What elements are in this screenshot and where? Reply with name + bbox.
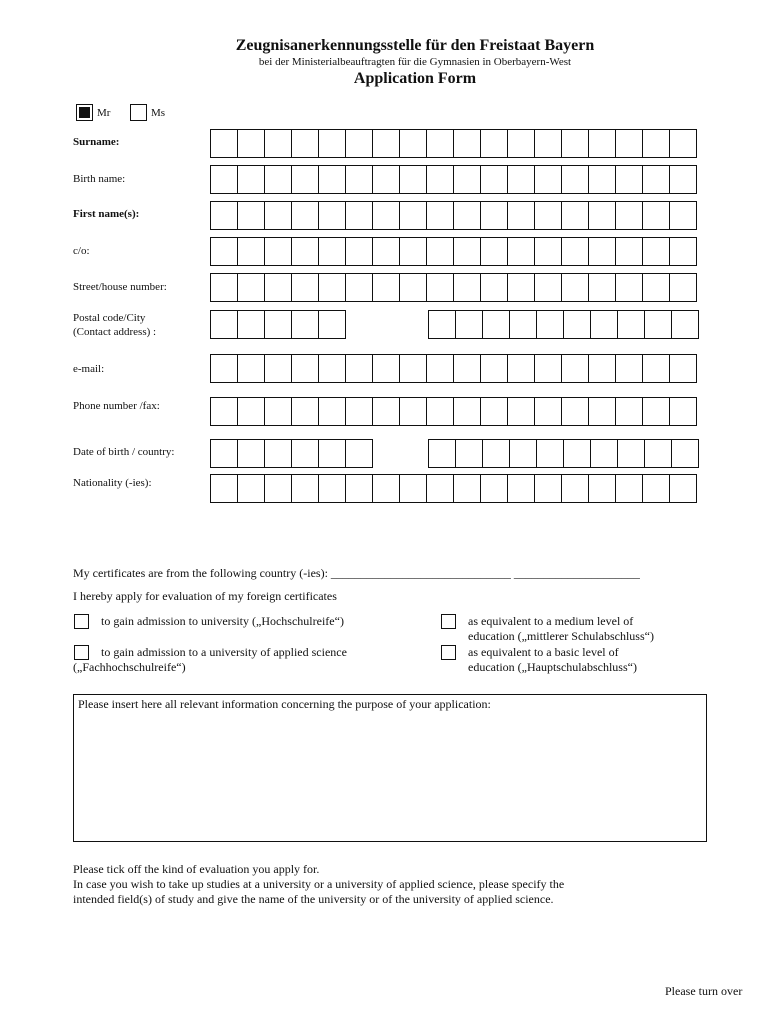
char-box[interactable] [643,129,670,158]
char-box[interactable] [670,354,697,383]
char-box[interactable] [292,201,319,230]
char-box[interactable] [238,273,265,302]
char-box[interactable] [211,129,238,158]
email-boxes[interactable] [210,354,697,383]
char-box[interactable] [346,129,373,158]
char-box[interactable] [292,273,319,302]
char-box[interactable] [643,201,670,230]
note-line2: In case you wish to take up studies at a university or a university of applied science, please specify the [73,877,565,891]
char-box[interactable] [535,237,562,266]
char-box[interactable] [292,354,319,383]
char-box[interactable] [346,237,373,266]
char-box[interactable] [589,129,616,158]
char-box[interactable] [292,165,319,194]
char-box[interactable] [508,397,535,426]
char-box[interactable] [456,310,483,339]
university-checkbox[interactable] [74,614,89,629]
char-box[interactable] [238,397,265,426]
char-box[interactable] [454,129,481,158]
char-box[interactable] [346,354,373,383]
char-box[interactable] [400,237,427,266]
char-box[interactable] [265,165,292,194]
country-of-birth-boxes[interactable] [428,439,699,468]
char-box[interactable] [211,354,238,383]
birth-name-label: Birth name: [73,173,126,185]
char-box[interactable] [238,129,265,158]
char-box[interactable] [481,273,508,302]
char-box[interactable] [535,165,562,194]
char-box[interactable] [562,474,589,503]
char-box[interactable] [265,354,292,383]
char-box[interactable] [508,201,535,230]
char-box[interactable] [238,310,265,339]
char-box[interactable] [400,201,427,230]
char-box[interactable] [618,439,645,468]
char-box[interactable] [238,439,265,468]
turn-over-note: Please turn over [665,984,743,998]
char-box[interactable] [616,201,643,230]
char-box[interactable] [319,354,346,383]
char-box[interactable] [670,201,697,230]
phone-label: Phone number /fax: [73,400,160,412]
char-box[interactable] [535,201,562,230]
char-box[interactable] [589,273,616,302]
mr-checkbox[interactable] [76,104,93,121]
char-box[interactable] [427,273,454,302]
medium-level-option-line1: as equivalent to a medium level of [468,614,634,628]
nationality-boxes[interactable] [210,474,697,503]
char-box[interactable] [481,165,508,194]
char-box[interactable] [427,474,454,503]
char-box[interactable] [562,129,589,158]
char-box[interactable] [616,129,643,158]
char-box[interactable] [373,201,400,230]
char-box[interactable] [643,273,670,302]
char-box[interactable] [265,129,292,158]
city-boxes[interactable] [428,310,699,339]
char-box[interactable] [292,129,319,158]
char-box[interactable] [643,354,670,383]
char-box[interactable] [373,237,400,266]
char-box[interactable] [481,354,508,383]
char-box[interactable] [238,354,265,383]
nationality-label: Nationality (-ies): [73,477,152,489]
char-box[interactable] [211,201,238,230]
char-box[interactable] [670,397,697,426]
char-box[interactable] [645,439,672,468]
char-box[interactable] [535,273,562,302]
char-box[interactable] [427,397,454,426]
char-box[interactable] [535,474,562,503]
char-box[interactable] [456,439,483,468]
char-box[interactable] [265,310,292,339]
char-box[interactable] [508,474,535,503]
char-box[interactable] [591,439,618,468]
char-box[interactable] [481,397,508,426]
char-box[interactable] [292,474,319,503]
birth-name-boxes[interactable] [210,165,697,194]
char-box[interactable] [400,397,427,426]
char-box[interactable] [211,273,238,302]
char-box[interactable] [211,237,238,266]
char-box[interactable] [643,397,670,426]
char-box[interactable] [238,165,265,194]
char-box[interactable] [616,237,643,266]
char-box[interactable] [454,165,481,194]
medium-level-checkbox[interactable] [441,614,456,629]
char-box[interactable] [535,129,562,158]
char-box[interactable] [400,474,427,503]
char-box[interactable] [643,165,670,194]
authority-title: Zeugnisanerkennungsstelle für den Freistaat Bayern [235,37,595,54]
first-names-label: First name(s): [73,208,140,220]
phone-boxes[interactable] [210,397,697,426]
char-box[interactable] [589,201,616,230]
surname-label: Surname: [73,136,120,148]
email-label: e-mail: [73,363,105,375]
char-box[interactable] [481,237,508,266]
ms-checkbox[interactable] [130,104,147,121]
char-box[interactable] [265,397,292,426]
note-line3: intended field(s) of study and give the name of the university or of the university of applied science. [73,892,554,906]
char-box[interactable] [616,474,643,503]
char-box[interactable] [562,201,589,230]
authority-subtitle: bei der Ministerialbeauftragten für die Gymnasien in Oberbayern-West [258,56,572,68]
medium-level-option-line2: education („mittlerer Schulabschluss“) [468,629,654,643]
basic-level-option-line1: as equivalent to a basic level of [468,645,619,659]
char-box[interactable] [211,310,238,339]
char-box[interactable] [427,129,454,158]
char-box[interactable] [672,310,699,339]
applied-science-option-line2: („Fachhochschulreife“) [73,660,186,674]
char-box[interactable] [427,165,454,194]
char-box[interactable] [616,165,643,194]
applied-science-option-line1: to gain admission to a university of applied science [101,645,347,659]
char-box[interactable] [211,474,238,503]
applied-science-checkbox[interactable] [74,645,89,660]
char-box[interactable] [346,397,373,426]
char-box[interactable] [373,273,400,302]
surname-boxes[interactable] [210,129,697,158]
char-box[interactable] [454,273,481,302]
care-of-label: c/o: [73,245,90,257]
postal-label-line1: Postal code/City [73,312,146,324]
char-box[interactable] [429,439,456,468]
char-box[interactable] [508,165,535,194]
char-box[interactable] [454,237,481,266]
char-box[interactable] [483,439,510,468]
char-box[interactable] [238,474,265,503]
char-box[interactable] [265,474,292,503]
char-box[interactable] [670,273,697,302]
char-box[interactable] [670,165,697,194]
char-box[interactable] [562,273,589,302]
char-box[interactable] [265,273,292,302]
char-box[interactable] [319,237,346,266]
char-box[interactable] [292,397,319,426]
char-box[interactable] [454,397,481,426]
purpose-prompt: Please insert here all relevant information concerning the purpose of your application: [78,697,491,711]
char-box[interactable] [616,397,643,426]
char-box[interactable] [454,201,481,230]
char-box[interactable] [319,273,346,302]
char-box[interactable] [589,165,616,194]
postal-label-line2: (Contact address) : [73,326,157,338]
char-box[interactable] [373,354,400,383]
char-box[interactable] [346,201,373,230]
char-box[interactable] [319,439,346,468]
char-box[interactable] [510,310,537,339]
char-box[interactable] [400,273,427,302]
char-box[interactable] [564,310,591,339]
street-label: Street/house number: [73,281,167,293]
char-box[interactable] [400,129,427,158]
char-box[interactable] [319,165,346,194]
basic-level-checkbox[interactable] [441,645,456,660]
char-box[interactable] [265,201,292,230]
char-box[interactable] [429,310,456,339]
char-box[interactable] [211,397,238,426]
char-box[interactable] [508,273,535,302]
char-box[interactable] [562,354,589,383]
char-box[interactable] [670,129,697,158]
first-names-boxes[interactable] [210,201,697,230]
char-box[interactable] [670,237,697,266]
purpose-textarea[interactable] [73,694,707,842]
char-box[interactable] [292,439,319,468]
char-box[interactable] [238,201,265,230]
char-box[interactable] [427,201,454,230]
care-of-boxes[interactable] [210,237,697,266]
char-box[interactable] [643,474,670,503]
char-box[interactable] [265,237,292,266]
char-box[interactable] [589,354,616,383]
note-line1: Please tick off the kind of evaluation you apply for. [73,862,320,876]
dob-label: Date of birth / country: [73,446,175,458]
certificates-country-line[interactable]: My certificates are from the following country (-ies): ______________________________ _____________________ [73,566,640,580]
char-box[interactable] [562,397,589,426]
postal-code-boxes[interactable] [210,310,346,339]
char-box[interactable] [562,165,589,194]
char-box[interactable] [616,354,643,383]
char-box[interactable] [643,237,670,266]
char-box[interactable] [238,237,265,266]
char-box[interactable] [481,474,508,503]
apply-heading: I hereby apply for evaluation of my foreign certificates [73,589,337,603]
form-title: Application Form [353,70,477,87]
char-box[interactable] [319,129,346,158]
ms-label: Ms [151,107,166,119]
char-box[interactable] [454,474,481,503]
char-box[interactable] [346,474,373,503]
char-box[interactable] [535,354,562,383]
basic-level-option-line2: education („Hauptschulabschluss“) [468,660,637,674]
char-box[interactable] [508,237,535,266]
char-box[interactable] [562,237,589,266]
char-box[interactable] [319,397,346,426]
char-box[interactable] [265,439,292,468]
char-box[interactable] [589,397,616,426]
char-box[interactable] [211,165,238,194]
char-box[interactable] [373,129,400,158]
char-box[interactable] [481,129,508,158]
dob-boxes[interactable] [210,439,373,468]
char-box[interactable] [373,474,400,503]
char-box[interactable] [591,310,618,339]
char-box[interactable] [616,273,643,302]
char-box[interactable] [319,201,346,230]
char-box[interactable] [537,310,564,339]
char-box[interactable] [292,237,319,266]
char-box[interactable] [618,310,645,339]
char-box[interactable] [346,439,373,468]
char-box[interactable] [483,310,510,339]
char-box[interactable] [454,354,481,383]
university-option: to gain admission to university („Hochschulreife“) [101,614,344,628]
char-box[interactable] [373,165,400,194]
char-box[interactable] [427,237,454,266]
char-box[interactable] [510,439,537,468]
char-box[interactable] [400,165,427,194]
char-box[interactable] [319,310,346,339]
char-box[interactable] [535,397,562,426]
char-box[interactable] [211,439,238,468]
mr-label: Mr [97,107,111,119]
char-box[interactable] [672,439,699,468]
char-box[interactable] [589,474,616,503]
char-box[interactable] [373,397,400,426]
char-box[interactable] [508,354,535,383]
char-box[interactable] [346,273,373,302]
char-box[interactable] [670,474,697,503]
char-box[interactable] [346,165,373,194]
char-box[interactable] [564,439,591,468]
char-box[interactable] [537,439,564,468]
char-box[interactable] [319,474,346,503]
char-box[interactable] [645,310,672,339]
char-box[interactable] [292,310,319,339]
char-box[interactable] [481,201,508,230]
street-boxes[interactable] [210,273,697,302]
char-box[interactable] [589,237,616,266]
char-box[interactable] [427,354,454,383]
char-box[interactable] [400,354,427,383]
char-box[interactable] [508,129,535,158]
